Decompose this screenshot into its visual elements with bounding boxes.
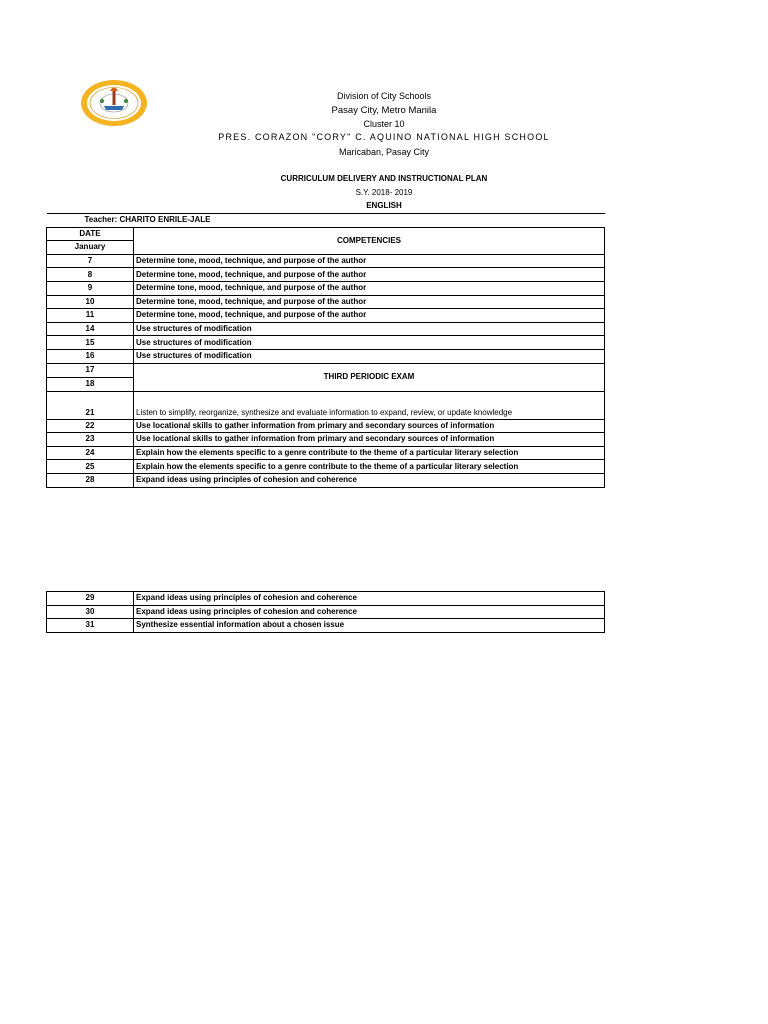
table-row <box>47 433 605 447</box>
competency-cell: Listen to simplify, reorganize, synthesize and evaluate information to expand, review, or update knowledge <box>134 391 605 419</box>
competency-cell: Expand ideas using principles of cohesion and coherence <box>134 592 605 606</box>
date-cell: 22 <box>47 419 134 433</box>
date-cell: 23 <box>47 433 134 447</box>
subject-label: ENGLISH <box>366 201 402 210</box>
table-row <box>47 419 605 433</box>
competency-cell: Determine tone, mood, technique, and purpose of the author <box>134 309 605 323</box>
date-cell: 24 <box>47 446 134 460</box>
date-cell: 15 <box>47 336 134 350</box>
competency-cell: Determine tone, mood, technique, and purpose of the author <box>134 268 605 282</box>
teacher-name: Teacher: CHARITO ENRILE-JALE <box>47 214 605 228</box>
date-cell: 18 <box>47 377 134 391</box>
date-cell: 17 <box>47 363 134 377</box>
date-cell: 21 <box>47 391 134 419</box>
competency-cell: Use locational skills to gather information from primary and secondary sources of information <box>134 433 605 447</box>
competency-cell: Use structures of modification <box>134 336 605 350</box>
date-cell: 14 <box>47 322 134 336</box>
table-row <box>47 446 605 460</box>
table-row <box>47 336 605 350</box>
date-cell: 25 <box>47 460 134 474</box>
date-header: DATE <box>47 227 134 241</box>
month-label: January <box>47 241 134 255</box>
date-cell: 8 <box>47 268 134 282</box>
table-row <box>47 281 605 295</box>
teacher-row <box>47 214 605 228</box>
table-row <box>47 268 605 282</box>
competency-cell: Use structures of modification <box>134 349 605 363</box>
city-label: Pasay City, Metro Manila <box>331 105 437 116</box>
table-row <box>47 619 605 633</box>
competency-cell: Explain how the elements specific to a genre contribute to the theme of a particular literary selection <box>134 446 605 460</box>
table-row <box>47 309 605 323</box>
table-row <box>47 460 605 474</box>
competency-cell: Explain how the elements specific to a genre contribute to the theme of a particular literary selection <box>134 460 605 474</box>
date-cell: 31 <box>47 619 134 633</box>
division-label: Division of City Schools <box>336 91 432 101</box>
header-row <box>47 227 605 241</box>
table-row <box>47 322 605 336</box>
curriculum-table-continued <box>46 591 605 633</box>
curriculum-table <box>46 213 605 488</box>
table-row <box>47 254 605 268</box>
date-cell: 16 <box>47 349 134 363</box>
competency-cell: Expand ideas using principles of cohesion and coherence <box>134 473 605 487</box>
table-row <box>47 349 605 363</box>
cluster-label: Cluster 10 <box>363 119 405 129</box>
date-cell: 7 <box>47 254 134 268</box>
competency-cell: Use locational skills to gather information from primary and secondary sources of information <box>134 419 605 433</box>
table-row <box>47 295 605 309</box>
competency-cell: Determine tone, mood, technique, and purpose of the author <box>134 295 605 309</box>
competency-cell: Use structures of modification <box>134 322 605 336</box>
school-name: PRES. CORAZON "CORY" C. AQUINO NATIONAL HIGH SCHOOL <box>218 132 550 142</box>
table-row <box>47 473 605 487</box>
competency-cell: Synthesize essential information about a chosen issue <box>134 619 605 633</box>
exam-label: THIRD PERIODIC EXAM <box>134 363 605 391</box>
competency-cell: Expand ideas using principles of cohesion and coherence <box>134 605 605 619</box>
competency-cell: Determine tone, mood, technique, and purpose of the author <box>134 254 605 268</box>
table-row <box>47 605 605 619</box>
table-row <box>47 592 605 606</box>
competency-cell: Determine tone, mood, technique, and purpose of the author <box>134 281 605 295</box>
date-cell: 30 <box>47 605 134 619</box>
date-cell: 10 <box>47 295 134 309</box>
date-cell: 9 <box>47 281 134 295</box>
date-cell: 11 <box>47 309 134 323</box>
table-row <box>47 391 605 419</box>
exam-row <box>47 363 605 377</box>
plan-title: CURRICULUM DELIVERY AND INSTRUCTIONAL PLAN <box>280 174 488 183</box>
date-cell: 28 <box>47 473 134 487</box>
date-cell: 29 <box>47 592 134 606</box>
competencies-header: COMPETENCIES <box>134 227 605 254</box>
school-address: Maricaban, Pasay City <box>338 147 430 157</box>
school-year: S.Y. 2018- 2019 <box>355 188 413 197</box>
